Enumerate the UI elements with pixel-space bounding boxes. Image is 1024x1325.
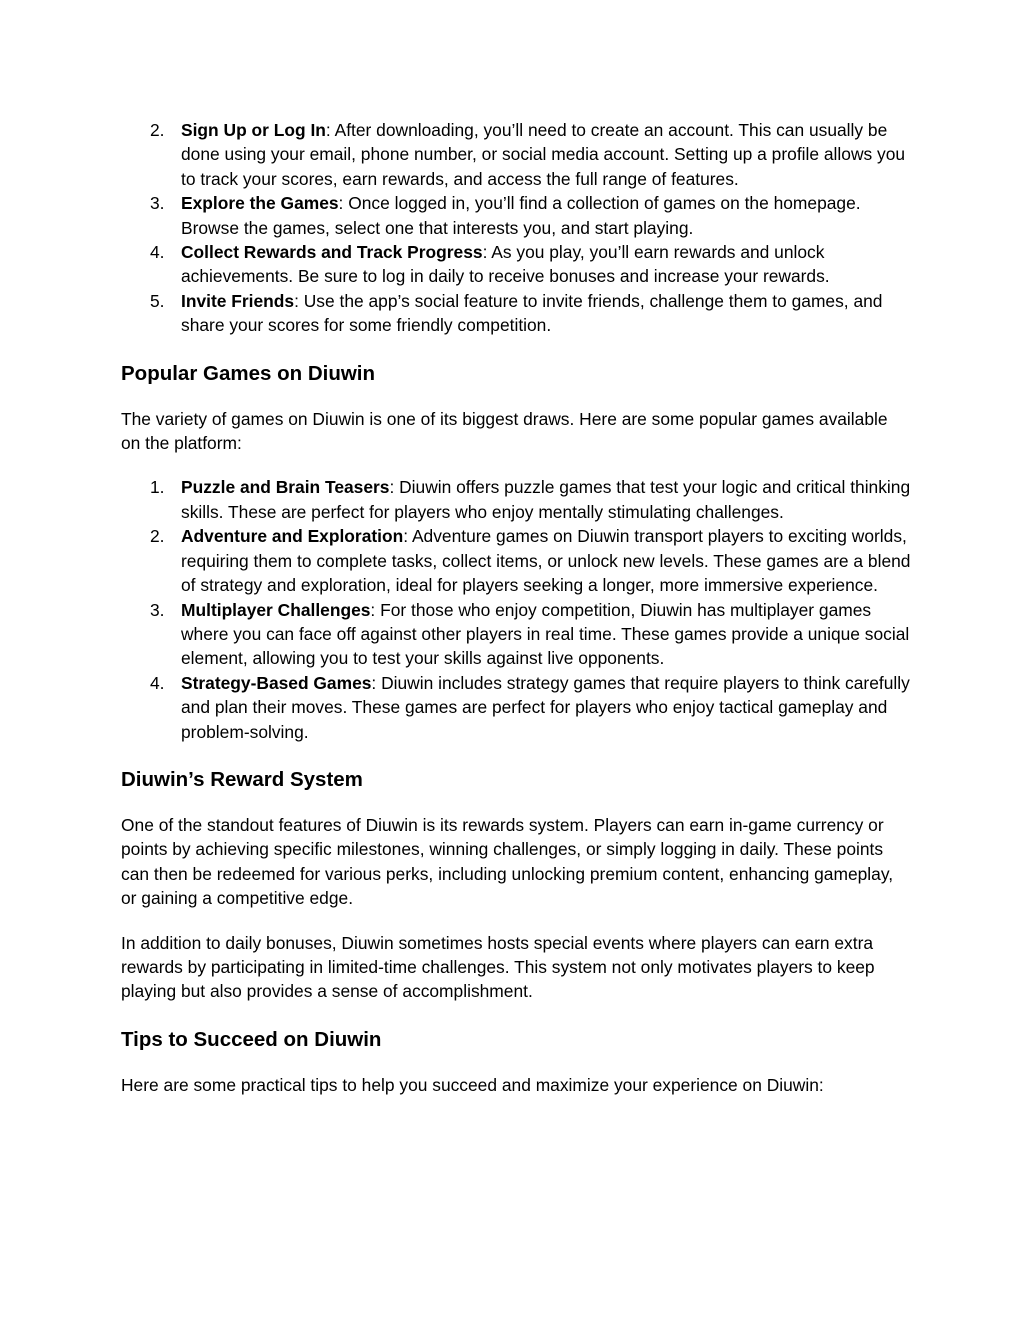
list-item-text: : Adventure games on Diuwin transport players to exciting worlds, requiring them to complete tasks, collect items, or unlock new levels. These games are a blend of strategy and exploration, ideal for players seeking a longer, more immersive experience.: [181, 526, 911, 596]
list-number: 3.: [150, 193, 165, 214]
list-item-title: Multiplayer Challenges: [181, 599, 371, 620]
list-item-title: Puzzle and Brain Teasers: [181, 477, 390, 498]
list-item: [121, 240, 911, 289]
list-item: [121, 671, 911, 744]
steps-list: [121, 118, 911, 338]
section-heading-reward-system: Diuwin’s Reward System: [121, 767, 363, 791]
list-number: 4.: [150, 672, 165, 693]
list-number: 1.: [150, 477, 165, 498]
list-number: 2.: [150, 526, 165, 547]
document-page: [121, 118, 911, 1097]
reward-paragraph: One of the standout features of Diuwin is its rewards system. Players can earn in-game currency or points by achieving specific milestones, winning challenges, or simply logging in daily. These points can then be redeemed for various perks, including unlocking premium content, enhancing gameplay, or gaining a competitive edge.: [121, 814, 894, 909]
popular-games-list: [121, 475, 911, 743]
list-item: [121, 289, 911, 338]
list-item-text: : For those who enjoy competition, Diuwin has multiplayer games where you can face off against other players in real time. These games provide a unique social element, allowing you to test your skills against live opponents.: [181, 599, 910, 669]
list-item-text: : Diuwin offers puzzle games that test your logic and critical thinking skills. These are perfect for players who enjoy mentally stimulating challenges.: [181, 477, 911, 522]
tips-intro: Here are some practical tips to help you succeed and maximize your experience on Diuwin:: [121, 1074, 824, 1095]
list-item-title: Strategy-Based Games: [181, 672, 372, 693]
list-number: 5.: [150, 290, 165, 311]
list-item: [121, 118, 911, 191]
list-item-title: Sign Up or Log In: [181, 120, 326, 140]
list-item-text: : After downloading, you’ll need to create an account. This can usually be done using your email, phone number, or social media account. Setting up a profile allows you to track your scores, earn rewards, and access the full range of features.: [181, 120, 906, 189]
list-item-title: Explore the Games: [181, 193, 339, 214]
list-item: [121, 191, 911, 240]
list-item-text: : As you play, you’ll earn rewards and unlock achievements. Be sure to log in daily to receive bonuses and increase your rewards.: [181, 242, 830, 287]
list-item: [121, 475, 911, 524]
list-item: [121, 524, 911, 597]
list-item: [121, 598, 911, 671]
list-item-title: Collect Rewards and Track Progress: [181, 242, 483, 263]
list-item-text: : Once logged in, you’ll find a collection of games on the homepage. Browse the games, select one that interests you, and start playing.: [181, 193, 861, 238]
section-heading-popular-games: Popular Games on Diuwin: [121, 361, 376, 385]
list-item-text: : Use the app’s social feature to invite friends, challenge them to games, and share your scores for some friendly competition.: [181, 290, 883, 336]
list-item-title: Adventure and Exploration: [181, 526, 404, 547]
list-number: 2.: [150, 120, 165, 140]
reward-paragraph: In addition to daily bonuses, Diuwin sometimes hosts special events where players can earn extra rewards by participating in limited-time challenges. This system not only motivates players to keep playing but also provides a sense of accomplishment.: [121, 932, 875, 1002]
list-number: 3.: [150, 599, 165, 620]
list-number: 4.: [150, 242, 165, 263]
list-item-text: : Diuwin includes strategy games that require players to think carefully and plan their moves. These games are perfect for players who enjoy tactical gameplay and problem-solving.: [181, 672, 910, 742]
list-item-title: Invite Friends: [181, 290, 295, 311]
section-heading-tips: Tips to Succeed on Diuwin: [121, 1027, 382, 1051]
popular-games-intro: The variety of games on Diuwin is one of its biggest draws. Here are some popular games available on the platform:: [121, 408, 888, 454]
